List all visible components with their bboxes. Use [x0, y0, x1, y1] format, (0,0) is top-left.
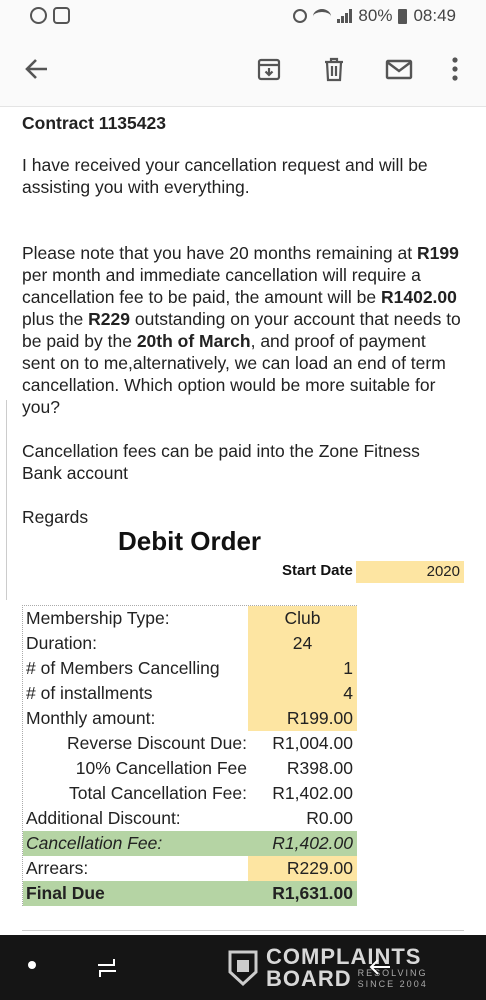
- email-paragraph-2: Please note that you have 20 months remaining at R199 per month and immediate cancellation will require a cancellation fee to be paid, the amount will be R1402.00 plus the R229 outstanding on your account that needs to be paid by the 20th of March, and proof of payment sent on to me,alternatively, we can load an end of term cancellation. Which option would be more suitable for you?: [22, 243, 461, 417]
- table-row: Monthly amount: R199.00: [23, 706, 357, 731]
- arrow-left-icon: [24, 56, 50, 82]
- table-row: Final Due R1,631.00: [23, 881, 357, 906]
- table-row: Arrears: R229.00: [23, 856, 357, 881]
- table-row: Duration: 24: [23, 631, 357, 656]
- complaints-board-logo-icon: [226, 948, 260, 988]
- recent-apps-button[interactable]: [96, 955, 118, 986]
- email-subject: Contract 1135423: [22, 113, 166, 133]
- table-row: Additional Discount: R0.00: [26, 808, 353, 828]
- mark-unread-button[interactable]: [382, 52, 416, 86]
- side-handle[interactable]: [0, 400, 7, 600]
- whatsapp-icon: [30, 7, 47, 24]
- email-paragraph-1: I have received your cancellation request and will be assisting you with everything.: [22, 155, 428, 197]
- table-row: Membership Type: Club: [23, 606, 357, 631]
- gmail-icon: [53, 7, 70, 24]
- email-body: [22, 112, 462, 528]
- start-date-value: 2020: [356, 561, 464, 583]
- signal-icon: [337, 9, 352, 23]
- trash-icon: [321, 56, 347, 82]
- table-row: # of Members Cancelling 1: [23, 656, 357, 681]
- battery-icon: [398, 9, 407, 24]
- debit-order-table: [22, 605, 357, 906]
- home-button[interactable]: [28, 961, 36, 969]
- email-toolbar: [0, 34, 486, 107]
- divider: [22, 930, 464, 931]
- clock: 08:49: [413, 6, 456, 25]
- alarm-icon: [293, 9, 307, 23]
- back-nav-button[interactable]: [368, 955, 392, 984]
- table-row: Cancellation Fee: R1,402.00: [23, 831, 357, 856]
- more-vert-icon: [451, 56, 459, 82]
- archive-icon: [256, 56, 282, 82]
- table-row: Reverse Discount Due: R1,004.00: [67, 733, 353, 753]
- start-date-label: Start Date: [282, 562, 353, 579]
- mail-icon: [385, 56, 413, 82]
- debit-order-title: Debit Order: [118, 526, 262, 556]
- wifi-icon: [313, 9, 331, 24]
- battery-percent: 80%: [358, 6, 393, 25]
- navigation-bar: [0, 935, 486, 1000]
- table-row: Total Cancellation Fee: R1,402.00: [68, 783, 353, 803]
- email-signoff: Regards: [22, 507, 89, 527]
- watermark: COMPLAINTS BOARD RESOLVING SINCE 2004: [226, 935, 428, 1000]
- email-paragraph-3: Cancellation fees can be paid into the Zone Fitness Bank account: [22, 441, 420, 483]
- table-row: 10% Cancellation Fee R398.00: [75, 758, 353, 778]
- back-nav-icon: [368, 955, 392, 979]
- status-bar: [0, 0, 486, 34]
- more-options-button[interactable]: [438, 52, 472, 86]
- delete-button[interactable]: [317, 52, 351, 86]
- archive-button[interactable]: [252, 52, 286, 86]
- recent-apps-icon: [96, 955, 118, 981]
- back-button[interactable]: [20, 52, 54, 86]
- table-row: # of installments 4: [23, 681, 357, 706]
